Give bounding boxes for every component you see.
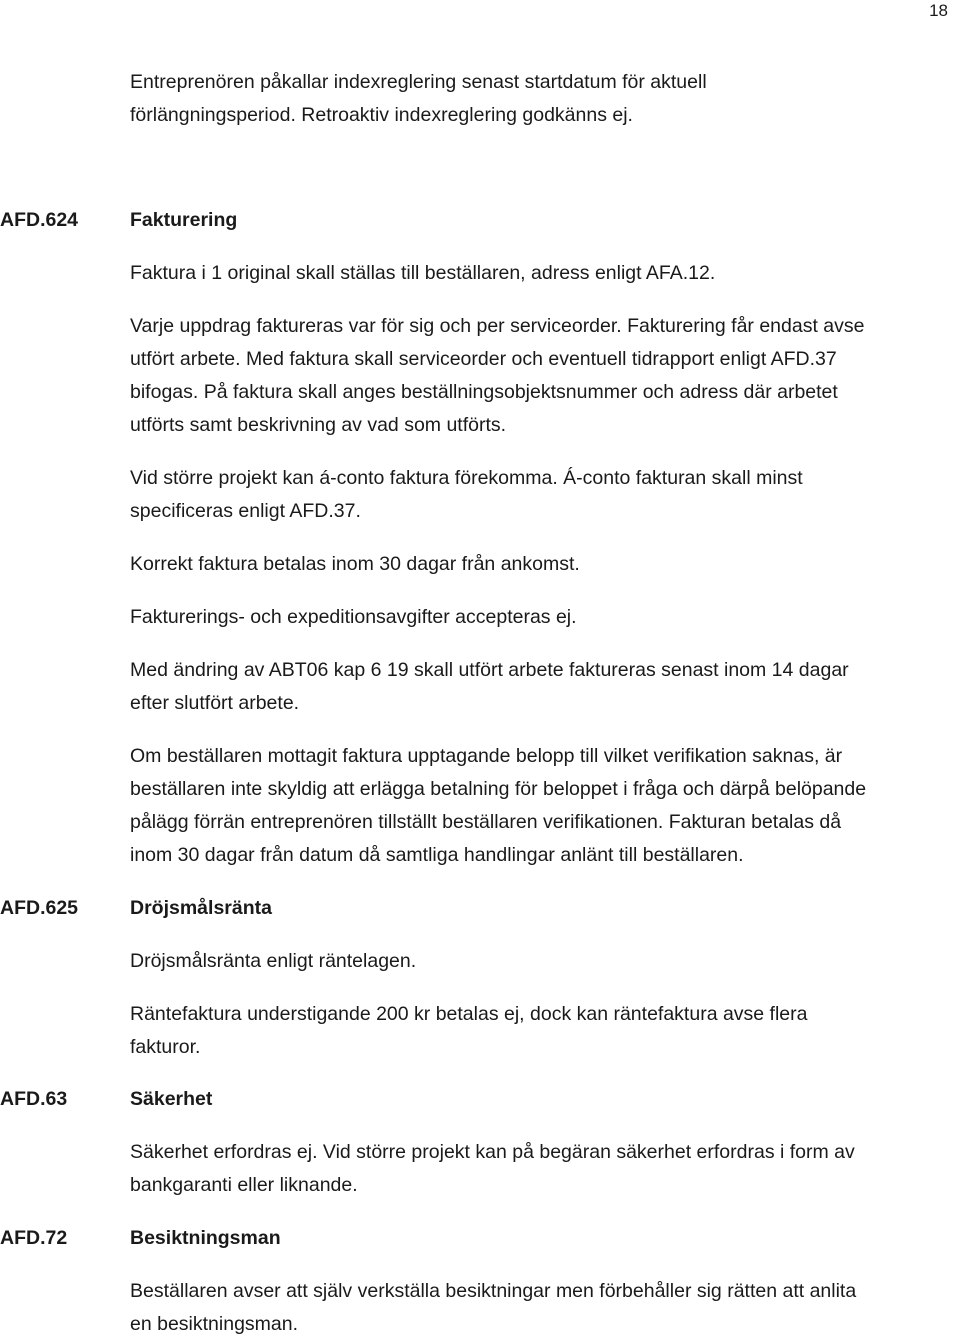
paragraph: [130, 548, 950, 581]
text-line: pålägg förrän entreprenören tillställt beställaren verifikationen. Fakturan betalas då: [130, 811, 842, 833]
section-code-63: AFD.63: [0, 1088, 68, 1110]
text-line: Entreprenören påkallar indexreglering senast startdatum för aktuell: [130, 71, 707, 93]
text-line: inom 30 dagar från datum då samtliga handlingar anlänt till beställaren.: [130, 844, 744, 866]
section-code-625: AFD.625: [0, 897, 79, 919]
section-title-625: Dröjsmålsränta: [130, 897, 272, 919]
section-title-624: Fakturering: [130, 209, 238, 231]
paragraph: [130, 1136, 950, 1202]
paragraph: [130, 257, 950, 290]
text-line: utfört arbete. Med faktura skall serviceorder och eventuell tidrapport enligt AFD.37: [130, 348, 837, 370]
text-line: Dröjsmålsränta enligt räntelagen.: [130, 950, 417, 972]
section-title-72: Besiktningsman: [130, 1227, 281, 1249]
page-number: 18: [929, 1, 948, 20]
text-line: Faktura i 1 original skall ställas till beställaren, adress enligt AFA.12.: [130, 262, 716, 284]
text-line: en besiktningsman.: [130, 1313, 299, 1335]
text-line: utförts samt beskrivning av vad som utförts.: [130, 414, 507, 436]
text-line: Fakturerings- och expeditionsavgifter accepteras ej.: [130, 606, 577, 628]
text-line: Korrekt faktura betalas inom 30 dagar från ankomst.: [130, 553, 580, 575]
text-line: Vid större projekt kan á-conto faktura förekomma. Á-conto fakturan skall minst: [130, 467, 803, 489]
section-code-72: AFD.72: [0, 1227, 68, 1249]
text-line: bankgaranti eller liknande.: [130, 1174, 358, 1196]
text-line: Räntefaktura understigande 200 kr betalas ej, dock kan räntefaktura avse flera: [130, 1003, 808, 1025]
text-line: bifogas. På faktura skall anges beställningsobjektsnummer och adress där arbetet: [130, 381, 838, 403]
paragraph: [130, 601, 950, 634]
text-line: förlängningsperiod. Retroaktiv indexreglering godkänns ej.: [130, 104, 633, 126]
text-line: Beställaren avser att själv verkställa besiktningar men förbehåller sig rätten att anlita: [130, 1280, 857, 1302]
intro-paragraph: [130, 66, 950, 132]
paragraph: [130, 945, 950, 978]
paragraph: [130, 310, 950, 442]
paragraph: [130, 462, 950, 528]
paragraph: [130, 998, 950, 1064]
section-title-63: Säkerhet: [130, 1088, 213, 1110]
text-line: specificeras enligt AFD.37.: [130, 500, 361, 522]
text-line: fakturor.: [130, 1036, 201, 1058]
text-line: Varje uppdrag faktureras var för sig och per serviceorder. Fakturering får endast avse: [130, 315, 865, 337]
text-line: efter slutfört arbete.: [130, 692, 300, 714]
text-line: beställaren inte skyldig att erlägga betalning för beloppet i fråga och därpå belöpande: [130, 778, 867, 800]
paragraph: [130, 740, 950, 872]
paragraph: [130, 1275, 950, 1341]
paragraph: [130, 654, 950, 720]
section-code-624: AFD.624: [0, 209, 79, 231]
text-line: Säkerhet erfordras ej. Vid större projekt kan på begäran säkerhet erfordras i form av: [130, 1141, 855, 1163]
text-line: Om beställaren mottagit faktura upptagande belopp till vilket verifikation saknas, är: [130, 745, 843, 767]
text-line: Med ändring av ABT06 kap 6 19 skall utfört arbete faktureras senast inom 14 dagar: [130, 659, 849, 681]
